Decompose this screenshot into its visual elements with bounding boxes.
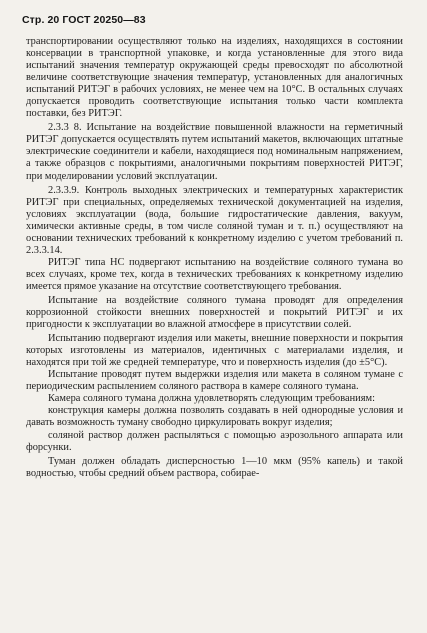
paragraph: конструкция камеры должна позволять создавать в ней однородные условия и давать возможность туману свободно циркулировать вокруг изделия; bbox=[26, 405, 403, 429]
paragraph: 2.3.3.9. Контроль выходных электрических и температурных характеристик РИТЭГ при специальных, определяемых технической документацией на изделия, условиях эксплуатации (вода, большие гидростатические давления, вакуум, химически активные среды, в том числе соляной туман и т. п.) осуществляют на основании технических требований к конкретному изделию с учетом требований п. 2.3.3.14. bbox=[26, 184, 403, 256]
paragraph: транспортировании осуществляют только на изделиях, находящихся в состоянии консервации в транспортной упаковке, и когда установленные для этого вида испытаний значения температур окружающей среды превосходят по абсолютной величине соответствующие значения температур, установленных для аналогичных испытаний РИТЭГ в рабочих условиях, не менее чем на 10°С. В остальных случаях допускается проводить соответствующие испытания только части комплекта поставки, без РИТЭГ. bbox=[26, 36, 403, 120]
paragraph: Испытание проводят путем выдержки изделия или макета в соляном тумане с периодическим распылением соляного раствора в камере соляного тумана. bbox=[26, 369, 403, 393]
paragraph: 2.3.3 8. Испытание на воздействие повышенной влажности на герметичный РИТЭГ допускается осуществлять путем испытаний макетов, включающих штатные электрические соединители и кабели, находящиеся под номинальным напряжением, а также образцов с покрытиями, аналогичными покрытиям поверхностей РИТЭГ, при моделировании условий эксплуатации. bbox=[26, 122, 403, 182]
paragraph: Камера соляного тумана должна удовлетворять следующим требованиям: bbox=[48, 393, 375, 405]
paragraph: РИТЭГ типа НС подвергают испытанию на воздействие соляного тумана во всех случаях, кроме тех, когда в технических требованиях к конкретному изделию имеется прямое указание на отсутствие соответствующего требования. bbox=[26, 256, 403, 292]
document-body bbox=[26, 36, 403, 480]
paragraph: Испытанию подвергают изделия или макеты, внешние поверхности и покрытия которых изготовлены из материалов, идентичных с материалами изделия, и находятся при той же средней температуре, что и поверхность изделия (до ±5°С). bbox=[26, 333, 403, 369]
paragraph: Туман должен обладать дисперсностью 1—10 мкм (95% капель) и такой водностью, чтобы средний объем раствора, собирае- bbox=[26, 455, 403, 479]
paragraph: соляной раствор должен распыляться с помощью аэрозольного аппарата или форсунки. bbox=[26, 429, 403, 453]
page-header: Стр. 20 ГОСТ 20250—83 bbox=[22, 14, 146, 26]
paragraph: Испытание на воздействие соляного тумана проводят для определения коррозионной стойкости внешних поверхностей и покрытий РИТЭГ и их пригодности к эксплуатации во влажной атмосфере в присутствии солей. bbox=[26, 294, 403, 331]
